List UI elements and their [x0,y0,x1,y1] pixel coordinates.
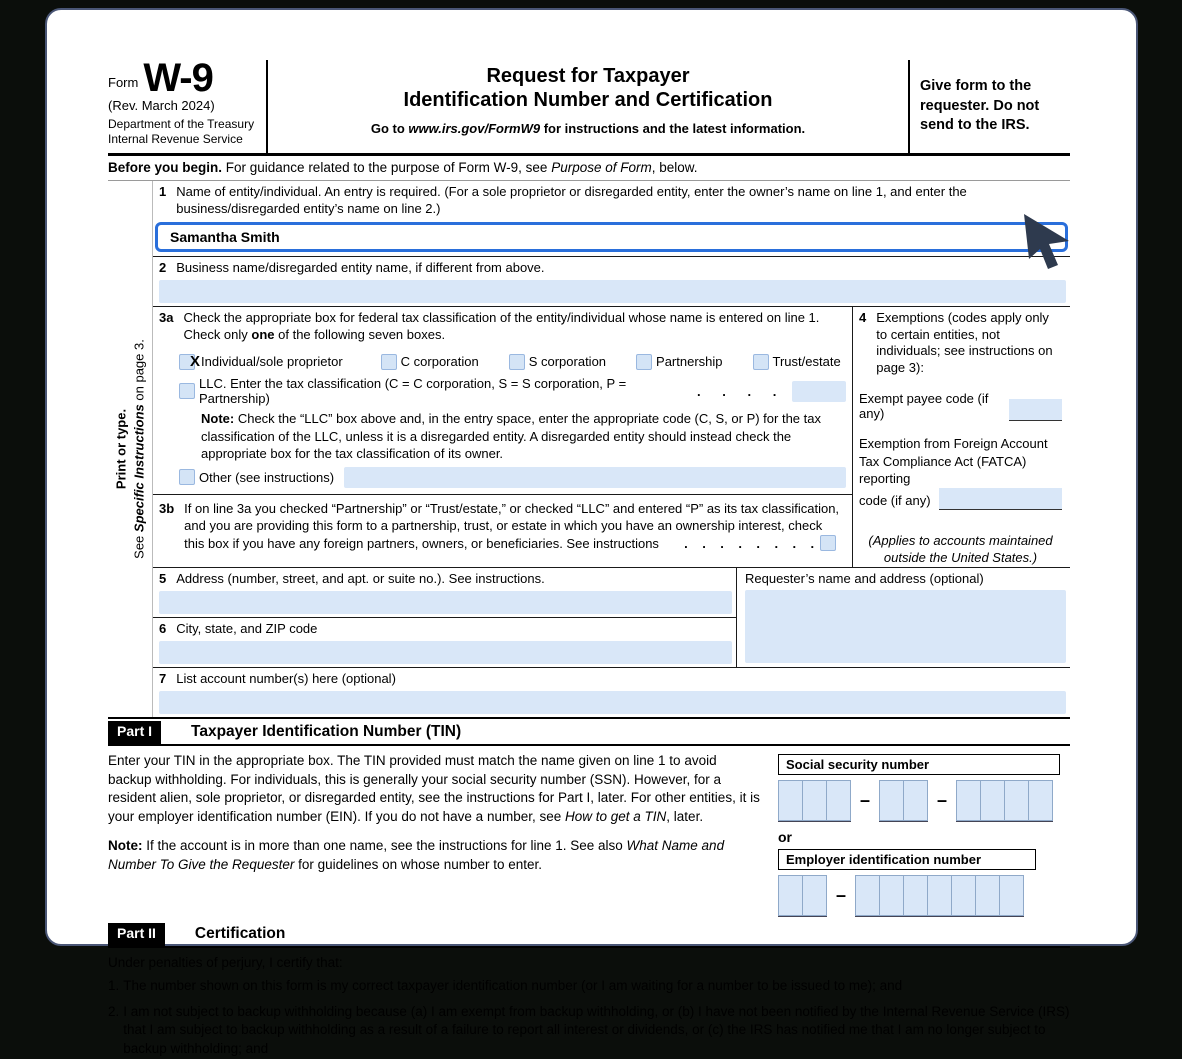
tin-instructions: Enter your TIN in the appropriate box. The TIN provided must match the name given on line 1 to avoid backup withholding. For individuals, this is generally your social security number (SSN). However, for a resident alien, sole proprietor, or disregarded entity, see the instructions for Part I, later. For other entities, it is your employer identification number (EIN). If you do not have a number, see How to get a TIN, later. [108,752,760,825]
checkbox-c-corporation[interactable] [381,354,397,370]
address-input[interactable] [159,591,732,614]
option-partnership-label: Partnership [656,354,723,370]
other-label: Other (see instructions) [199,469,335,485]
part2-title: Certification [194,924,286,942]
line5-label: Address (number, street, and apt. or suite no.). See instructions. [176,570,545,586]
llc-classification-input[interactable] [792,381,846,402]
option-trust-estate-label: Trust/estate [772,354,841,370]
certification-item-2: 2. I am not subject to backup withholding because (a) I am exempt from backup withholding, or (b) I have not been notified by the Internal Revenue Service (IRS) that I am subject to backup withholding as a result of a failure to report all interest or dividends, or (c) the IRS has notified me that I am no longer subject to backup withholding; and [108,1003,1070,1057]
dept-irs: Internal Revenue Service [108,132,243,146]
fatca-label2: code (if any) [859,493,931,509]
goto-instructions [280,121,896,136]
purpose-of-form-ref: Purpose of Form [551,160,652,175]
part2-header [108,923,1070,948]
part2-badge: Part II [108,923,165,946]
line2-number: 2 [159,259,167,275]
give-form-note [908,60,1070,153]
llc-label: LLC. Enter the tax classification (C = C corporation, S = S corporation, P = Partnership) [199,376,627,407]
line3b-dot-leaders: . . . . . . . . [676,536,815,552]
before-pre: For guidance related to the purpose of Form W-9, see [222,160,552,175]
print-or-type-caption [112,339,147,559]
part1-header [108,721,1070,746]
line2-label: Business name/disregarded entity name, if different from above. [176,259,545,275]
tin-note: Note: If the account is in more than one name, see the instructions for line 1. See also What Name and Number To Give the Requester for guidelines on whose number to enter. [108,838,725,873]
dept-treasury: Department of the Treasury [108,117,255,131]
checkbox-trust-estate[interactable] [753,354,769,370]
ein-dash: – [836,885,847,906]
applies-note: (Applies to accounts maintained outside the United States.) [868,532,1053,566]
certification-intro: Under penalties of perjury, I certify that: [108,954,343,970]
form-title-line2: Identification Number and Certification [403,89,773,111]
business-name-input[interactable] [159,280,1066,303]
line6-number: 6 [159,620,167,636]
line3b-number: 3b [159,500,175,516]
fatca-label: Exemption from Foreign Account Tax Compliance Act (FATCA) reporting [859,436,1048,487]
llc-note: Note: Check the “LLC” box above and, in the entry space, enter the appropriate code (C, S, or P) for the tax classification of the LLC, unless it is a disregarded entity. A disregarded entity should instead check the appropriate box for the tax classification of its owner. [201,411,821,461]
line7-label: List account number(s) here (optional) [176,670,396,686]
part1-badge: Part I [108,721,161,744]
before-bold: Before you begin. [108,160,223,175]
option-individual-label: Individual/sole proprietor [201,354,343,370]
name-input-value: Samantha Smith [170,228,280,245]
give-form-text: Give form to the requester. Do not send to the IRS. [920,78,1040,134]
revision-date: (Rev. March 2024) [108,98,215,113]
w9-form-page [45,8,1138,1057]
on-page-text: on page 3. [131,338,146,405]
account-numbers-input[interactable] [159,691,1066,714]
irs-url: www.irs.gov/FormW9 [408,121,541,136]
checkbox-s-corporation[interactable] [509,354,525,370]
ssn-input-cells[interactable] [778,780,1070,822]
requester-input[interactable] [745,590,1066,663]
checkbox-llc[interactable] [179,383,195,399]
city-state-zip-input[interactable] [159,641,732,664]
line3a-number: 3a [159,309,174,325]
side-caption-column [108,181,152,717]
form-id-block [108,56,268,153]
before-post: , below. [651,160,698,175]
ssn-label-box: Social security number [778,754,1060,775]
option-c-corp-label: C corporation [400,354,479,370]
exempt-payee-code-input[interactable] [1009,399,1062,421]
line4-label: Exemptions (codes apply only to certain entities, not individuals; see instructions on page 3): [876,309,1053,376]
line1-label: Name of entity/individual. An entry is required. (For a sole proprietor or disregarded entity, enter the owner’s name on line 1, and enter the business/disregarded entity’s name on line 2.) [176,184,967,216]
llc-dot-leaders: . . . . [696,383,777,399]
name-input[interactable] [155,222,1068,252]
line6-label: City, state, and ZIP code [176,620,318,636]
checkbox-partnership[interactable] [636,354,652,370]
goto-pre: Go to [370,121,409,136]
form-title-block [268,60,908,153]
form-word: Form [108,75,139,90]
option-s-corp-label: S corporation [528,354,607,370]
exempt-payee-label: Exempt payee code (if any) [859,391,989,422]
fatca-code-input[interactable] [939,488,1062,510]
checkbox-other[interactable] [179,469,195,485]
see-text: See [131,531,146,559]
mouse-cursor-icon [1022,213,1074,271]
form-number: W-9 [143,56,213,100]
ssn-dash-2: – [937,790,948,811]
before-you-begin [108,156,1070,181]
ein-label-box: Employer identification number [778,849,1036,870]
ein-input-cells[interactable] [778,875,1070,917]
line4-number: 4 [859,309,867,325]
other-input[interactable] [344,467,846,488]
certification-item-1: 1. The number shown on this form is my correct taxpayer identification number (or I am waiting for a number to be issued to me); and [108,977,903,993]
line3b-label: If on line 3a you checked “Partnership” or “Trust/estate,” or checked “LLC” and entered “P” as its tax classification, and you are providing this form to a partnership, trust, or estate in which you have an ownership interest, check this box if you have any foreign partners, owners, or beneficiaries. See instructions . . . . . . . . [184,500,840,552]
line3a-label: Check the appropriate box for federal tax classification of the entity/individual whose name is entered on line 1. Check only one of the following seven boxes. [183,309,820,342]
line5-number: 5 [159,570,167,586]
specific-instructions-text: Specific Instructions [131,404,146,532]
line1-number: 1 [159,184,167,199]
form-header [108,56,1070,156]
section4-exemptions [852,307,1070,567]
line7-number: 7 [159,670,167,686]
goto-post: for instructions and the latest information. [540,121,806,136]
ssn-dash-1: – [860,790,871,811]
form-body [108,181,1070,719]
checkbox-x-mark: X [190,353,201,371]
checkbox-foreign-partners[interactable] [820,535,836,551]
form-title-line1: Request for Taxpayer [486,65,690,87]
requester-label: Requester’s name and address (optional) [745,570,984,586]
print-or-type-text: Print or type. [113,408,129,489]
part1-title: Taxpayer Identification Number (TIN) [191,722,462,740]
or-text: or [778,828,792,845]
